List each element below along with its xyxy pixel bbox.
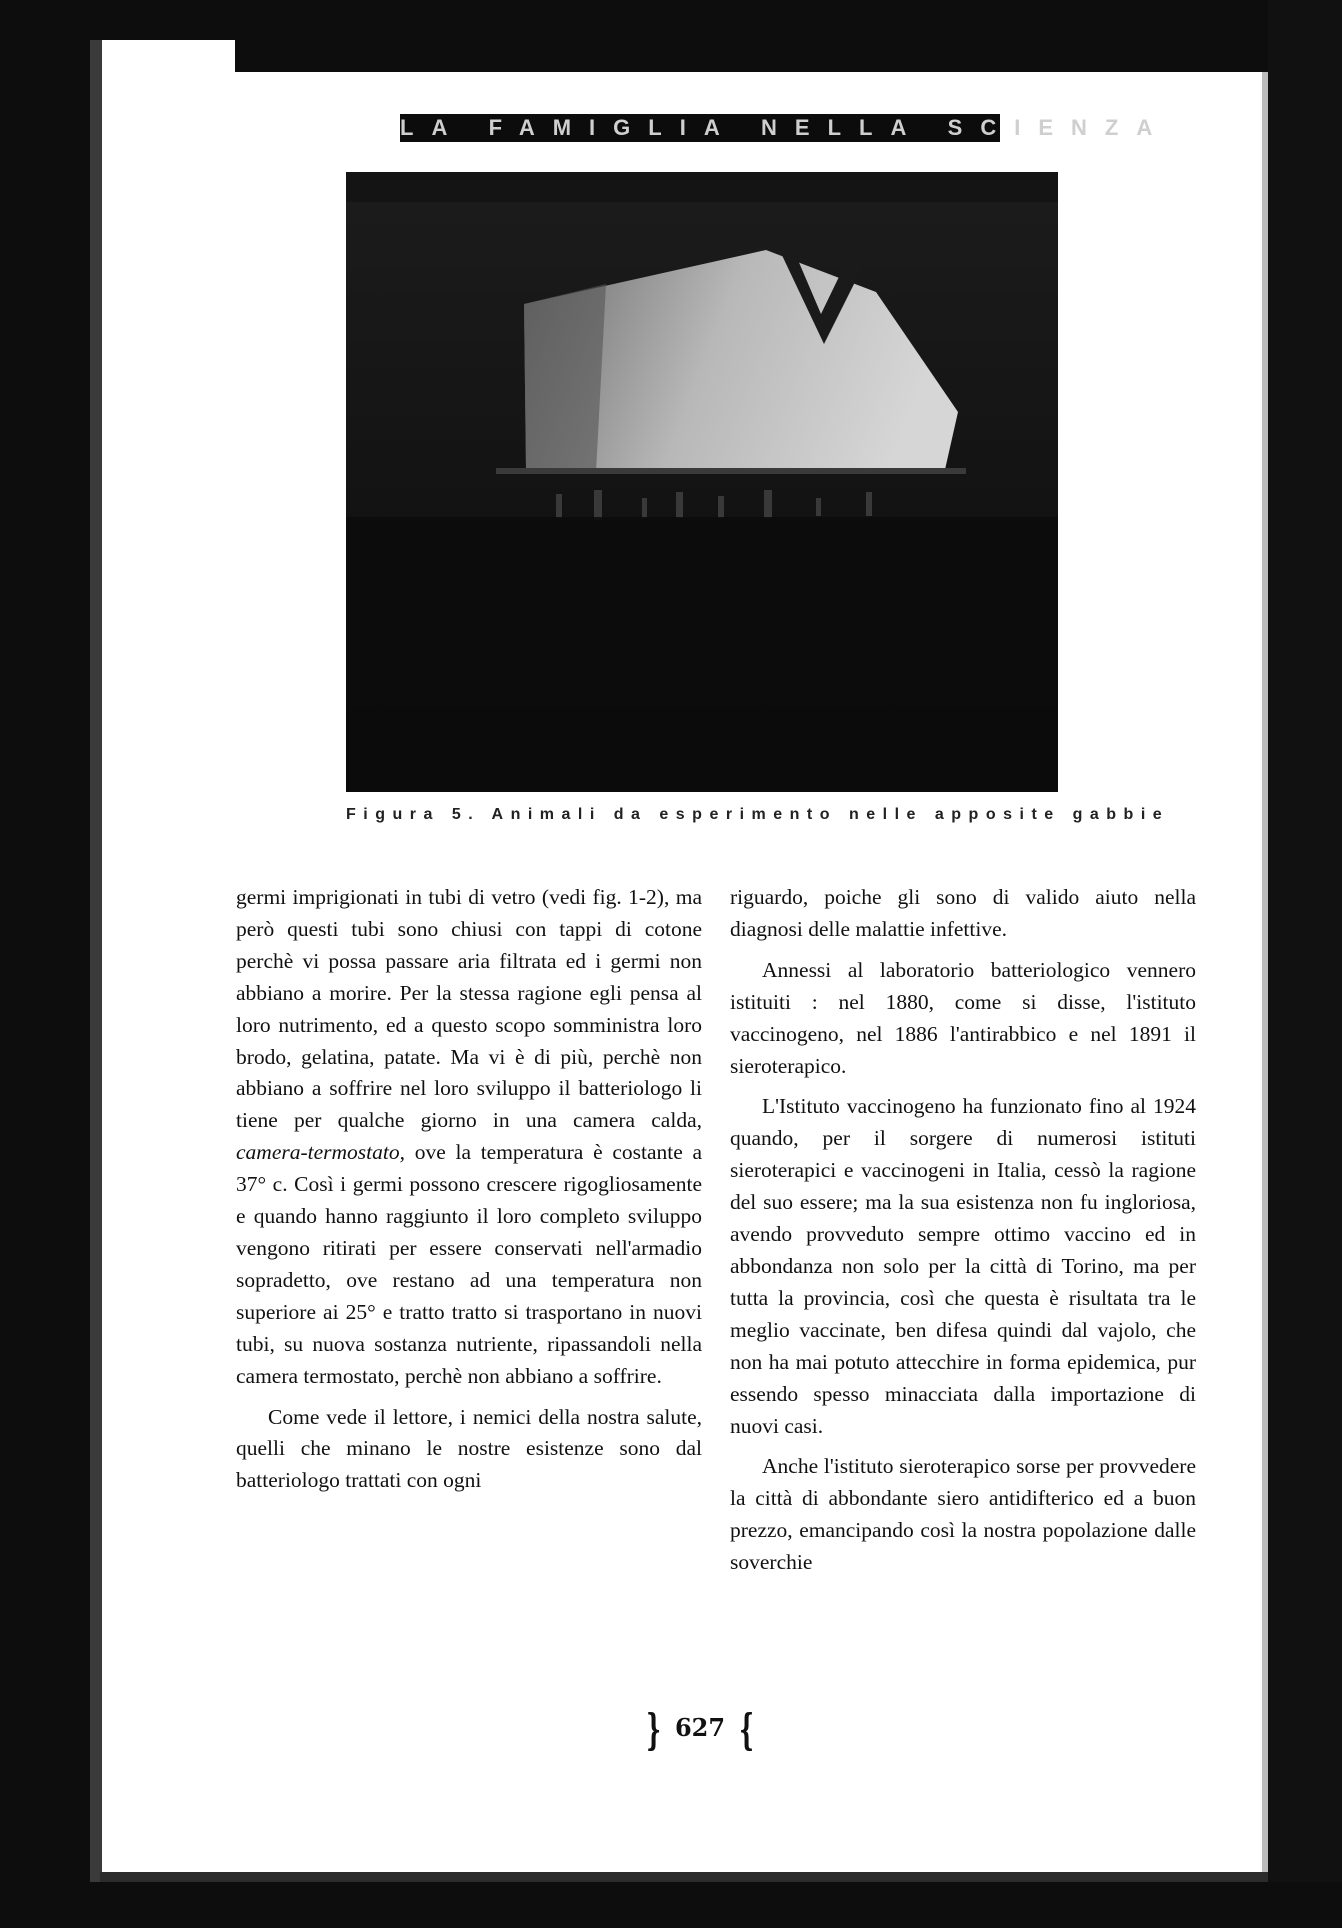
brace-ornament-right-icon: {: [739, 1704, 755, 1754]
scan-border-left: [0, 40, 90, 1928]
text-column-right: [730, 882, 1196, 1579]
page-edge-right: [1262, 72, 1268, 1928]
figure-photograph: [346, 172, 1058, 792]
page-number: [600, 1704, 800, 1754]
running-header: LA FAMIGLIA NELLA SCIENZA: [400, 115, 1171, 140]
paragraph-text: germi imprigionati in tubi di vetro (vedi fig. 1-2), ma però questi tubi sono chiusi con tappi di cotone perchè vi possa passare aria filtrata ed i germi non abbiano a morire. Per la stessa ragione egli pensa al loro nutrimento, ed a questo scopo somministra loro brodo, gelatina, patate. Ma vi è di più, perchè non abbiano a soffrire nel loro sviluppo il batteriologo li tiene per qualche giorno in una camera calda,: [236, 885, 702, 1133]
scan-border-bottom: [0, 1882, 1342, 1928]
scan-border-bottom-shade: [100, 1872, 1268, 1882]
paragraph: Annessi al laboratorio batteriologico vennero istituiti : nel 1880, come si disse, l'istituto vaccinogeno, nel 1886 l'antirabbico e nel 1891 il sieroterapico.: [730, 957, 1196, 1078]
paragraph: Anche l'istituto sieroterapico sorse per provvedere la città di abbondante siero antidifterico ed a buon prezzo, emancipando così la nostra popolazione dalle soverchie: [730, 1454, 1196, 1575]
scan-border-top-left: [0, 0, 235, 40]
scan-border-left-shade: [90, 40, 102, 1928]
page-number-text: 627: [674, 1713, 726, 1742]
scan-border-right: [1268, 0, 1342, 1928]
paragraph: L'Istituto vaccinogeno ha funzionato fino al 1924 quando, per il sorgere di numerosi istituti sieroterapici e vaccinogeni in Italia, cessò la ragione del suo essere; ma la sua esistenza non fu ingloriosa, avendo provveduto sempre ottimo vaccino ed in abbondanza non solo per la città di Torino, ma per tutta la provincia, così che questa è risultata tra le meglio vaccinate, ben difesa quindi dal vajolo, che non ha mai potuto attecchire in forma epidemica, pur essendo spesso minacciata dalla importazione di nuovi casi.: [730, 1094, 1196, 1438]
text-column-left: [236, 882, 702, 1497]
italic-term: camera-termostato,: [236, 1140, 405, 1165]
scan-border-top: [235, 0, 1342, 72]
paragraph-text: ove la temperatura è costante a 37° c. Così i germi possono crescere rigogliosamente e quando hanno raggiunto il loro completo sviluppo vengono ritirati per essere conservati nell'armadio sopradetto, ove restano ad una temperatura non superiore ai 25° e tratto tratto si trasportano in nuovi tubi, su nuova sostanza nutriente, ripassandoli nella camera termostato, perchè non abbiano a soffrire.: [236, 1140, 703, 1388]
paragraph: [236, 882, 702, 1393]
figure-caption: Figura 5. Animali da esperimento nelle apposite gabbie: [346, 806, 1170, 823]
paragraph: riguardo, poiche gli sono di valido aiuto nella diagnosi delle malattie infettive.: [730, 885, 1196, 941]
paragraph: Come vede il lettore, i nemici della nostra salute, quelli che minano le nostre esistenze sono dal batteriologo trattati con ogni: [236, 1404, 702, 1493]
brace-ornament-left-icon: }: [645, 1704, 661, 1754]
